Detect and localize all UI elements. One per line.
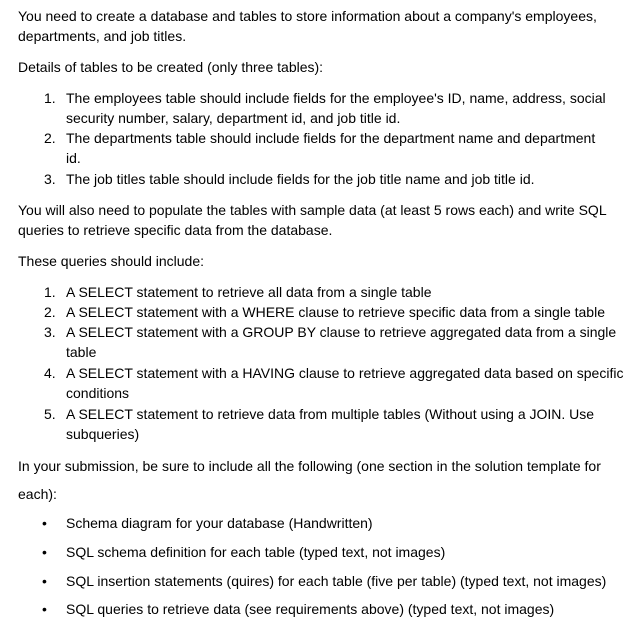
list-item-text: Schema diagram for your database (Handwritten) [66,515,373,531]
list-item-text: The employees table should include fields for the employee's ID, name, address, social [66,90,606,106]
list-item-text: SQL insertion statements (quires) for each table (five per table) (typed text, not images) [66,573,607,589]
list-item-text: The departments table should include fields for the department name and department [66,130,596,146]
list-item-text: A SELECT statement with a GROUP BY clause to retrieve aggregated data from a single [66,324,617,340]
list-item-number: 2. [44,130,56,146]
list-item-text: A SELECT statement with a WHERE clause to retrieve specific data from a single table [66,304,605,320]
intro-line-1: You need to create a database and tables to store information about a company's employees, [18,8,597,24]
bullet-icon: • [42,601,47,617]
bullet-icon: • [42,544,47,560]
list-item-text: A SELECT statement with a HAVING clause to retrieve aggregated data based on specific [66,365,624,381]
bullet-icon: • [42,573,47,589]
details-heading: Details of tables to be created (only three tables): [18,59,324,75]
intro-line-2: departments, and job titles. [18,28,187,44]
populate-line-1: You will also need to populate the tables with sample data (at least 5 rows each) and write SQL [18,202,607,218]
queries-heading: These queries should include: [18,253,205,269]
list-item-number: 4. [44,365,56,381]
bullet-icon: • [42,515,47,531]
list-item-text: table [66,344,97,360]
list-item-number: 1. [44,284,56,300]
list-item-text: SQL queries to retrieve data (see requirements above) (typed text, not images) [66,601,555,617]
submission-line-2: each): [18,486,57,502]
list-item-text: SQL schema definition for each table (typed text, not images) [66,544,446,560]
list-item-number: 3. [44,171,56,187]
list-item-number: 2. [44,304,56,320]
list-item-number: 3. [44,324,56,340]
list-item-text: conditions [66,385,130,401]
submission-line-1: In your submission, be sure to include all the following (one section in the solution template for [18,458,601,474]
list-item-text: A SELECT statement to retrieve data from multiple tables (Without using a JOIN. Use [66,406,595,422]
list-item-text: subqueries) [66,426,140,442]
list-item-number: 1. [44,90,56,106]
list-item-number: 5. [44,406,56,422]
list-item-text: security number, salary, department id, and job title id. [66,110,401,126]
populate-line-2: queries to retrieve specific data from the database. [18,222,333,238]
list-item-text: id. [66,150,81,166]
list-item-text: The job titles table should include fields for the job title name and job title id. [66,171,535,187]
list-item-text: A SELECT statement to retrieve all data from a single table [66,284,432,300]
